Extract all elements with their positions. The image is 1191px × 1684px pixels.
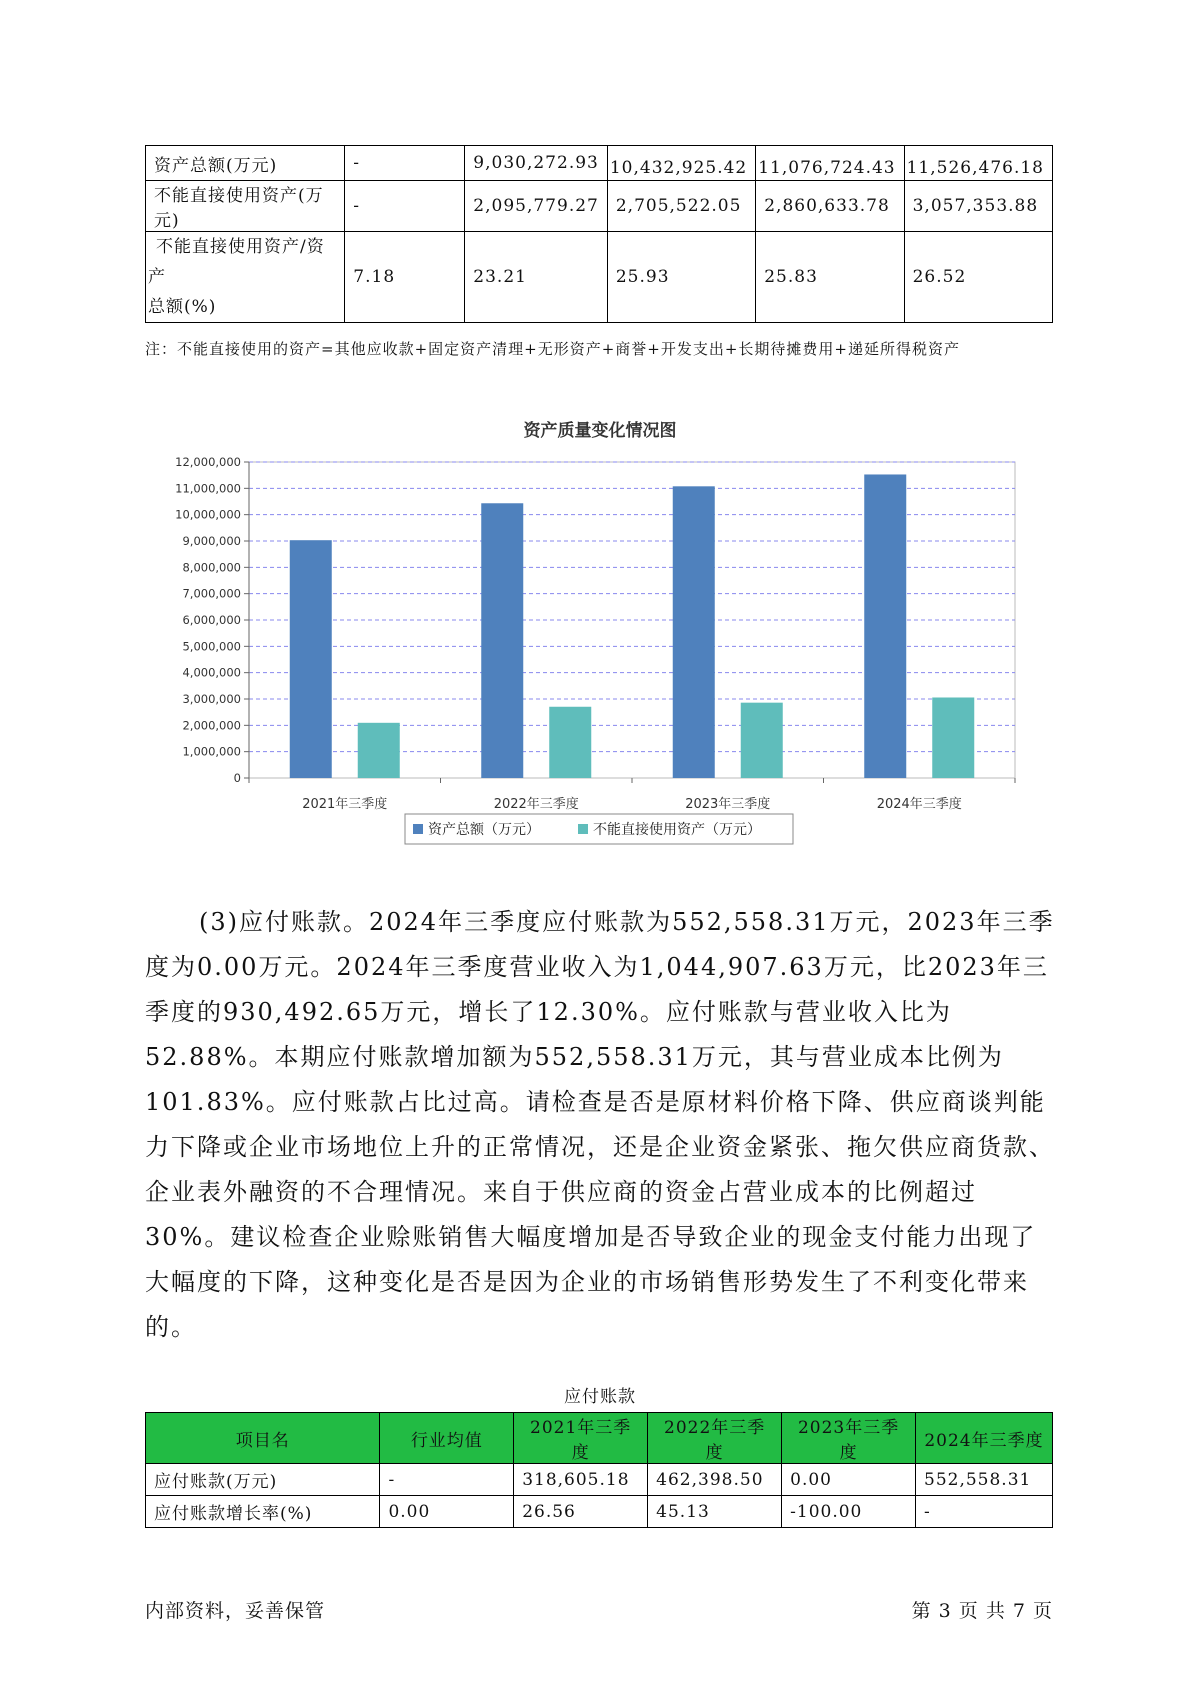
cell: 2,860,633.78 (756, 181, 904, 232)
y-tick-label: 6,000,000 (182, 613, 241, 627)
cell: 462,398.50 (648, 1464, 782, 1496)
y-tick-label: 9,000,000 (182, 534, 241, 548)
cell: - (916, 1496, 1053, 1528)
cell: - (345, 181, 465, 232)
y-tick-label: 11,000,000 (175, 481, 241, 496)
y-tick-label: 10,000,000 (175, 507, 241, 522)
row-label: 不能直接使用资产(万元) (146, 181, 345, 232)
cell: 3,057,353.88 (904, 181, 1052, 232)
legend-swatch (413, 824, 423, 834)
cell: 11,076,724.43 (756, 146, 904, 181)
payables-table (145, 1412, 1053, 1528)
x-tick-label: 2022年三季度 (493, 797, 579, 812)
row-label: 应付账款增长率(%) (146, 1496, 380, 1528)
cell: 26.56 (514, 1496, 648, 1528)
table-row (146, 181, 1053, 232)
bar-unusable-assets (549, 707, 591, 778)
cell: 0.00 (380, 1496, 514, 1528)
y-tick-label: 1,000,000 (182, 744, 241, 759)
header-cell: 2021年三季度 (514, 1413, 648, 1464)
row-label: 应付账款(万元) (146, 1464, 380, 1496)
cell: -100.00 (782, 1496, 916, 1528)
header-cell: 项目名 (146, 1413, 380, 1464)
cell: 23.21 (465, 232, 608, 323)
cell: 7.18 (345, 232, 465, 323)
x-tick-label: 2023年三季度 (685, 797, 771, 812)
legend-label: 不能直接使用资产（万元） (593, 822, 761, 838)
cell: 25.93 (607, 232, 755, 323)
x-tick-label: 2021年三季度 (302, 797, 388, 812)
table-row (146, 232, 1053, 323)
y-tick-label: 2,000,000 (182, 718, 241, 733)
bar-total-assets (481, 503, 523, 778)
cell: 26.52 (904, 232, 1052, 323)
table-row (146, 1464, 1053, 1496)
bar-total-assets (864, 474, 906, 778)
x-axis-ticks (249, 778, 1015, 812)
header-cell: 2024年三季度 (916, 1413, 1053, 1464)
row-label: 不能直接使用资产/资产 总额(%) (146, 232, 345, 323)
legend-swatch (578, 824, 588, 834)
legend (405, 814, 793, 844)
row-label: 资产总额(万元) (146, 146, 345, 181)
y-tick-label: 12,000,000 (175, 455, 241, 469)
cell: 0.00 (782, 1464, 916, 1496)
cell: 2,705,522.05 (607, 181, 755, 232)
cell: 9,030,272.93 (465, 146, 608, 181)
header-cell: 行业均值 (380, 1413, 514, 1464)
table-row (146, 1496, 1053, 1528)
asset-quality-chart (145, 410, 1045, 870)
bar-unusable-assets (741, 703, 783, 778)
cell: 2,095,779.27 (465, 181, 608, 232)
x-tick-label: 2024年三季度 (876, 797, 962, 812)
header-cell: 2023年三季度 (782, 1413, 916, 1464)
footer-confidential: 内部资料，妥善保管 (145, 1600, 326, 1622)
cell: - (380, 1464, 514, 1496)
y-tick-label: 3,000,000 (182, 692, 241, 706)
bar-total-assets (673, 486, 715, 778)
cell: 10,432,925.42 (607, 146, 755, 181)
footer-page-number: 第 3 页 共 7 页 (911, 1600, 1053, 1622)
y-tick-label: 5,000,000 (182, 639, 241, 654)
legend-label: 资产总额（万元） (428, 822, 540, 838)
cell: 25.83 (756, 232, 904, 323)
y-tick-label: 4,000,000 (182, 665, 241, 680)
chart-title: 资产质量变化情况图 (523, 421, 677, 441)
bar-unusable-assets (358, 723, 400, 778)
y-tick-label: 7,000,000 (182, 586, 241, 601)
table-note: 注：不能直接使用的资产=其他应收款+固定资产清理+无形资产+商誉+开发支出+长期待摊费用+递延所得税资产 (145, 340, 960, 358)
bar-unusable-assets (932, 697, 974, 778)
cell: 318,605.18 (514, 1464, 648, 1496)
table-header-row (146, 1413, 1053, 1464)
cell: 45.13 (648, 1496, 782, 1528)
table-title: 应付账款 (564, 1387, 636, 1407)
header-cell: 2022年三季度 (648, 1413, 782, 1464)
cell: 11,526,476.18 (904, 146, 1052, 181)
cell: 552,558.31 (916, 1464, 1053, 1496)
bar-total-assets (290, 540, 332, 778)
y-tick-label: 0 (233, 771, 241, 785)
asset-table (145, 145, 1053, 323)
body-paragraph: (3)应付账款。2024年三季度应付账款为552,558.31万元，2023年三季度为0.00万元。2024年三季度营业收入为1,044,907.63万元，比2023年三季度的930,492.65万元，增长了12.30%。应付账款与营业收入比为52.88%。本期应付账款增加额为552,558.31万元，其与营业成本比例为101.83%。应付账款占比过高。请检查是否是原材料价格下降、供应商谈判能力下降或企业市场地位上升的正常情况，还是企业资金紧张、拖欠供应商货款、企业表外融资的不合理情况。来自于供应商的资金占营业成本的比例超过30%。建议检查企业赊账销售大幅度增加是否导致企业的现金支付能力出现了大幅度的下降，这种变化是否是因为企业的市场销售形势发生了不利变化带来的。 (145, 908, 1055, 1341)
y-tick-label: 8,000,000 (182, 560, 241, 575)
y-axis-ticks (175, 455, 249, 785)
cell: - (345, 146, 465, 181)
table-row (146, 146, 1053, 181)
